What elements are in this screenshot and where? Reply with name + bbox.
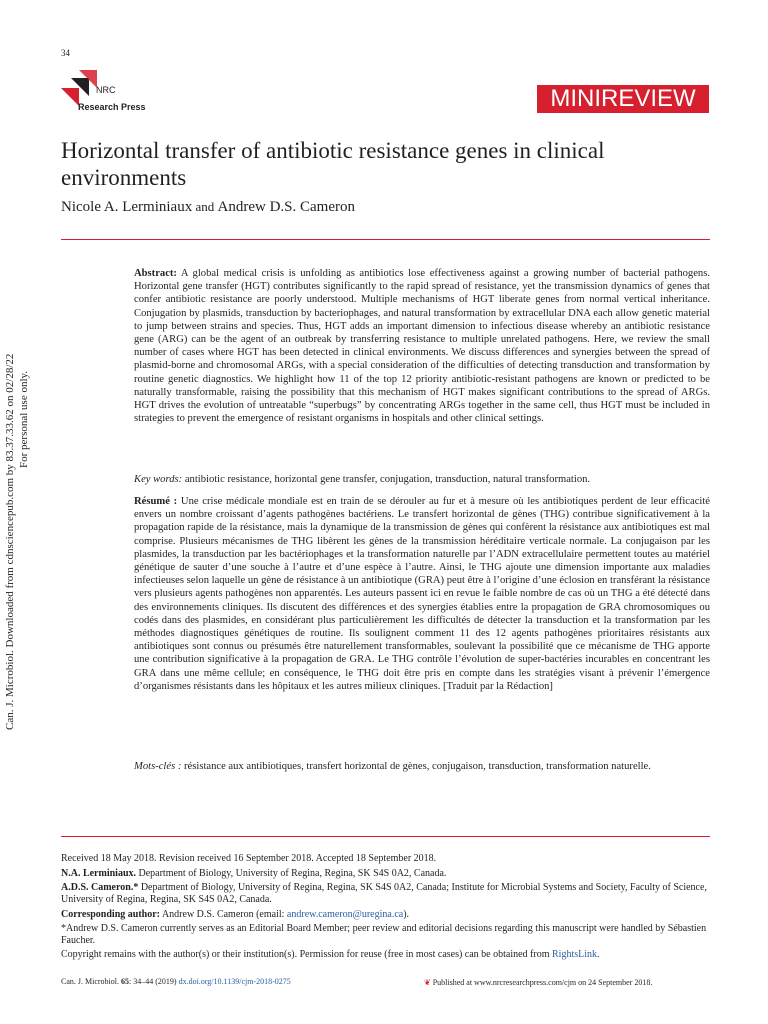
journal-citation — [61, 977, 291, 986]
resume-paragraph — [134, 495, 710, 693]
corresponding-author — [61, 909, 721, 921]
published-line — [424, 978, 652, 987]
affiliation-text: Department of Biology, University of Regina, Regina, SK S4S 0A2, Canada. — [136, 868, 447, 879]
published-text: Published at www.nrcresearchpress.com/cjm on 24 September 2018. — [432, 978, 653, 987]
rightslink-link[interactable]: RightsLink — [552, 949, 598, 960]
affiliation-text: Department of Biology, University of Regina, Regina, SK S4S 0A2, Canada; Institute for Microbial Systems and Society, Faculty of Science, University of Regina, Regina, SK S4S 0A2, Canada. — [61, 882, 707, 905]
copyright-notice — [61, 949, 721, 961]
author-separator: and — [192, 199, 218, 214]
corresponding-end: ). — [403, 909, 410, 920]
abstract-label: Abstract: — [134, 268, 177, 279]
email-link[interactable]: andrew.cameron@uregina.ca — [286, 909, 404, 920]
received-dates: Received 18 May 2018. Revision received 16 September 2018. Accepted 18 September 2018. — [61, 853, 437, 864]
journal-volume: 65 — [121, 977, 129, 986]
personal-use-notice: For personal use only. — [18, 370, 30, 468]
copyright-end: . — [597, 949, 600, 960]
nrc-logo-mark-icon — [61, 70, 97, 106]
section-label: MINIREVIEW — [537, 85, 709, 113]
keywords-text: antibiotic resistance, horizontal gene transfer, conjugation, transduction, natural transformation. — [182, 474, 591, 485]
affiliation-2 — [61, 882, 721, 906]
resume-text: Une crise médicale mondiale est en train de se dérouler au fur et à mesure où les antibiotiques perdent de leur efficacité envers un nombre croissant d’agents pathogènes bactériens. Le transfert horizontal de gènes (THG) contribue significativement à la propagation rapide de la résistance, mais la dynamique de la transmission de gènes qui confèrent la résistance aux antibiotiques est mal comprise. Plusieurs mécanismes de THG libèrent les gènes de la transmission héréditaire verticale normale. La conjugaison par les plasmides, la transduction par les bactériophages et la transformation naturelle par l’ADN extracellulaire permettent toutes au matériel génétique de sauter d’une souche à l’autre et d’une espèce à l’autre. Ainsi, le THG ajoute une dimension importante aux maladies infectieuses selon laquelle un gène de résistance à un antibiotique (GRA) peut être à l’origine d’une éclosion en transférant la résistance vers plusieurs agents pathogènes non apparentés. Les auteurs passent ici en revue le faible nombre de cas où un THG a été détecté dans des environnements cliniques. Ils discutent des différences et des synergies établies entre la propagation de GRA chromosomiques ou codés dans des plasmides, en considérant plus particulièrement les difficultés de détecter la transduction et la transformation par les méthodes diagnostiques génétiques de routine. Ils soulignent comment 11 des 12 agents pathogènes prioritaires résistants aux antibiotiques sont connus ou présumés être naturellement transformables, soulevant la possibilité que ce mécanisme de THG apporte une contribution significative à la propagation de GRA. Le THG contrôle l’évolution de super-bactéries incurables en concentrant les GRA dans une même cellule; en conséquence, le THG doit être pris en compte dans les stratégies visant à prévenir l’émergence d’organismes résistants dans les hôpitaux et les autres milieux cliniques. [Traduit par la Rédaction] — [134, 496, 710, 692]
author-name: Andrew D.S. Cameron — [217, 199, 355, 215]
doi-link[interactable]: dx.doi.org/10.1139/cjm-2018-0275 — [178, 977, 291, 986]
article-title: Horizontal transfer of antibiotic resistance genes in clinical environments — [61, 138, 605, 190]
header-rule — [61, 239, 710, 240]
maple-leaf-icon: ❦ — [424, 978, 431, 987]
footnote-rule — [61, 836, 710, 837]
nrc-logo — [61, 70, 151, 116]
copyright-text: Copyright remains with the author(s) or their institution(s). Permission for reuse (free in most cases) can be obtained from — [61, 949, 552, 960]
citation-pages: : 34–44 (2019) — [129, 977, 179, 986]
mots-cles-text: résistance aux antibiotiques, transfert horizontal de gènes, conjugaison, transduction, transformation naturelle. — [181, 761, 651, 772]
corresponding-text: Andrew D.S. Cameron (email: — [160, 909, 287, 920]
affiliation-name: A.D.S. Cameron.* — [61, 882, 139, 893]
logo-text-nrc: NRC — [96, 85, 116, 95]
download-notice: Can. J. Microbiol. Downloaded from cdnsciencepub.com by 83.37.33.62 on 02/28/22 — [4, 353, 16, 730]
affiliation-1 — [61, 868, 721, 880]
page-number: 34 — [61, 48, 70, 58]
abstract-keywords — [134, 473, 710, 486]
resume-label: Résumé : — [134, 496, 178, 507]
editorial-note: *Andrew D.S. Cameron currently serves as an Editorial Board Member; peer review and editorial decisions regarding this manuscript were handled by Sébastien Faucher. — [61, 923, 707, 946]
author-name: Nicole A. Lerminiaux — [61, 199, 193, 215]
keywords-label: Key words: — [134, 474, 183, 485]
author-list — [61, 199, 355, 216]
resume-keywords — [134, 760, 710, 773]
affiliation-name: N.A. Lerminiaux. — [61, 868, 136, 879]
journal-name: Can. J. Microbiol. — [61, 977, 119, 986]
corresponding-label: Corresponding author: — [61, 909, 160, 920]
mots-cles-label: Mots-clés : — [134, 761, 182, 772]
abstract-paragraph — [134, 267, 710, 425]
abstract-text: A global medical crisis is unfolding as antibiotics lose effectiveness against a growing number of bacterial pathogens. Horizontal gene transfer (HGT) contributes significantly to the rapid spread of resistance, yet the transmission dynamics of genes that confer antibiotic resistance are poorly understood. Multiple mechanisms of HGT liberate genes from normal vertical inheritance. Conjugation by plasmids, transduction by bacteriophages, and natural transformation by extracellular DNA each allow genetic material to jump between strains and species. Thus, HGT adds an important dimension to infectious disease whereby an antibiotic resistance gene (ARG) can be the agent of an outbreak by transferring resistance to multiple unrelated pathogens. Here, we review the small number of cases where HGT has been detected in clinical environments. We discuss differences and synergies between the spread of plasmid-borne and chromosomal ARGs, with a special consideration of the difficulties of detecting transduction and transformation by routine genetic diagnostics. We highlight how 11 of the top 12 priority antibiotic-resistant pathogens are known or predicted to be naturally transformable, raising the possibility that this mechanism of HGT makes significant contributions to the spread of ARGs. HGT drives the evolution of untreatable “superbugs” by concentrating ARGs together in the same cell, thus HGT must be included in strategies to prevent the emergence of resistant organisms in hospitals and other clinical settings. — [134, 268, 710, 425]
logo-text-research-press: Research Press — [78, 102, 146, 112]
